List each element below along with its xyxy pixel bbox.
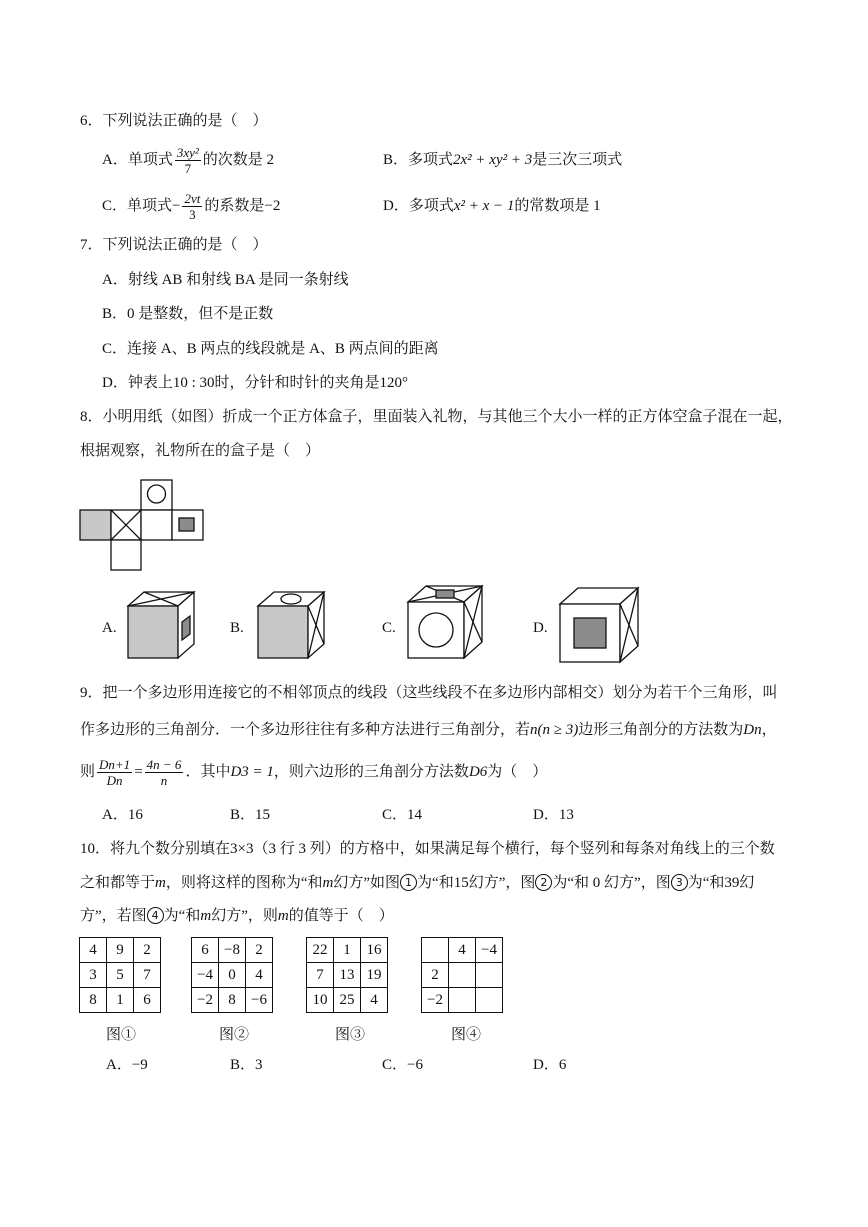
grid-cell: [449, 988, 476, 1013]
grid-cell: 8: [219, 988, 246, 1013]
q8-option-a-label: A.: [102, 620, 117, 636]
q9-option-a: A．16: [102, 807, 143, 823]
q9-frac-den: Dn: [106, 773, 123, 789]
grid-cell: [449, 963, 476, 988]
q8-stem-line1: 8．小明用纸（如图）折成一个正方体盒子，里面装入礼物，与其他三个大小一样的正方体空盒子混在一起，: [80, 409, 793, 425]
grid-cell: 8: [80, 988, 107, 1013]
q6-b-expr: 2x² + xy² + 3: [453, 152, 533, 168]
q10-m-3: m: [200, 908, 212, 924]
q10-line2-g: 为“和39幻: [687, 875, 755, 891]
q9-line1: 9．把一个多边形用连接它的不相邻顶点的线段（这些线段不在多边形内部相交）划分为若干个三角形，叫: [80, 685, 778, 701]
q10-line3-b: 为“和: [163, 908, 201, 924]
magic-square-2: [191, 937, 273, 1013]
grid-cell: [476, 988, 503, 1013]
grid-cell: 3: [80, 963, 107, 988]
grid-cell: −4: [476, 938, 503, 963]
grid-cell: 6: [192, 938, 219, 963]
grid-cell: 4: [246, 963, 273, 988]
q10-line1: 10．将九个数分别填在3×3（3 行 3 列）的方格中，如果满足每个横行，每个竖列和每条对角线上的三个数: [80, 841, 775, 857]
grid-caption-1: 图①: [106, 1027, 137, 1043]
q9-condition: n(n ≥ 3): [530, 722, 579, 738]
grid-cell: 9: [107, 938, 134, 963]
q10-line2-a: 之和都等于: [80, 875, 156, 891]
q6-d-label: D．多项式: [383, 198, 454, 214]
grid-cell: 10: [307, 988, 334, 1013]
grid-cell: 19: [361, 963, 388, 988]
q9-line2: 作多边形的三角剖分．一个多边形往往有多种方法进行三角剖分，若n(n ≥ 3)边形三角剖分的方法数为Dn，: [80, 722, 777, 738]
q9-var-dn: Dn: [743, 722, 762, 738]
grid-cell: −8: [219, 938, 246, 963]
q6-c-label: C．单项式: [102, 198, 173, 214]
grid-cell: −4: [192, 963, 219, 988]
circled-2: 2: [535, 874, 552, 891]
q7-option-a: A．射线 AB 和射线 BA 是同一条射线: [102, 272, 349, 288]
grid-cell: 13: [334, 963, 361, 988]
q6-c-frac-num: 2vt: [184, 191, 201, 207]
circled-3: 3: [671, 874, 688, 891]
q6-b-tail: 是三次三项式: [532, 152, 623, 168]
q6-d-tail: 的常数项是 1: [514, 198, 601, 214]
q10-m-2: m: [322, 875, 334, 891]
grid-cell: 2: [246, 938, 273, 963]
grid-cell: −2: [192, 988, 219, 1013]
q6-c-val: −2: [264, 198, 281, 214]
q10-line2: [80, 873, 754, 893]
q6-a-frac-num: 3xy²: [176, 145, 199, 161]
cube-option-a: [122, 590, 200, 662]
q7-option-b: B．0 是整数，但不是正数: [102, 306, 274, 322]
q9-line3-b: ．其中: [185, 764, 231, 780]
q8-option-b-label: B.: [230, 620, 244, 636]
grid-cell: 16: [361, 938, 388, 963]
magic-square-4: [421, 937, 503, 1013]
grid-caption-2: 图②: [219, 1027, 250, 1043]
q6-c-fraction: [182, 191, 202, 222]
q6-a-fraction: [175, 145, 201, 176]
q7-option-c: C．连接 A、B 两点的线段就是 A、B 两点间的距离: [102, 341, 439, 357]
q6-d-expr: x² + x − 1: [453, 198, 515, 214]
grid-cell: 4: [449, 938, 476, 963]
grid-cell: 1: [334, 938, 361, 963]
q9-option-c: C．14: [382, 807, 423, 823]
q9-frac-dn: [97, 757, 132, 788]
q10-option-a: A．−9: [106, 1057, 148, 1073]
q9-line3-a: 则: [80, 764, 96, 780]
grid-caption-3: 图③: [335, 1027, 366, 1043]
q10-line3-d: 幻方”，则: [211, 908, 278, 924]
grid-cell: [476, 963, 503, 988]
q6-c-frac-den: 3: [189, 207, 196, 223]
q8-option-c-label: C.: [382, 620, 396, 636]
q6-c-tail: 的系数是: [204, 198, 265, 214]
cube-option-c: [402, 584, 488, 662]
grid-cell: 25: [334, 988, 361, 1013]
cube-option-d: [554, 586, 644, 666]
q10-line3-f: 的值等于（ ）: [288, 908, 394, 924]
q9-option-b: B．15: [230, 807, 271, 823]
grid-cell: 22: [307, 938, 334, 963]
q10-line2-d: 幻方”如图: [333, 875, 401, 891]
magic-square-1: [79, 937, 161, 1013]
grid-cell: 6: [134, 988, 161, 1013]
q6-option-d: [383, 196, 601, 216]
q10-line2-e: 为“和15幻方”，图: [417, 875, 536, 891]
q9-frac2-den: n: [160, 773, 168, 789]
q6-option-b: [383, 150, 622, 170]
q9-d3: D3 = 1: [230, 764, 274, 780]
q6-b-label: B．多项式: [383, 152, 454, 168]
q6-a-tail: 的次数是 2: [202, 152, 275, 168]
q9-equals: =: [134, 764, 143, 780]
grid-caption-4: 图④: [451, 1027, 482, 1043]
q6-c-sign: −: [172, 198, 181, 214]
q9-option-d: D．13: [533, 807, 574, 823]
grid-cell: 1: [107, 988, 134, 1013]
q6-option-c: [102, 186, 280, 226]
q8-stem-line2: 根据观察，礼物所在的盒子是（ ）: [80, 443, 321, 459]
q9-frac-num: Dn+1: [99, 757, 131, 773]
q6-option-a: [102, 140, 274, 180]
cube-net-figure: [78, 478, 208, 572]
q7-stem: 7．下列说法正确的是（ ）: [80, 237, 268, 253]
grid-cell: 7: [307, 963, 334, 988]
grid-cell: 7: [134, 963, 161, 988]
q6-stem: 6．下列说法正确的是（ ）: [80, 113, 268, 129]
grid-cell: 5: [107, 963, 134, 988]
grid-cell: 2: [422, 963, 449, 988]
q9-d6: D6: [468, 764, 488, 780]
grid-cell: 0: [219, 963, 246, 988]
q9-line3: [80, 752, 547, 792]
q10-option-d: D．6: [533, 1057, 567, 1073]
q10-line2-b: ，则将这样的图称为“和: [165, 875, 323, 891]
q9-line3-d: ，则六边形的三角剖分方法数: [273, 764, 469, 780]
q10-line3-a: 方”，若图: [80, 908, 147, 924]
grid-cell: 2: [134, 938, 161, 963]
q10-option-c: C．−6: [382, 1057, 423, 1073]
grid-cell: −6: [246, 988, 273, 1013]
q6-a-frac-den: 7: [184, 161, 192, 177]
q9-line2-b: 边形三角剖分的方法数为: [578, 722, 744, 738]
grid-cell: 4: [361, 988, 388, 1013]
q10-m-4: m: [277, 908, 289, 924]
q9-line3-f: 为（ ）: [487, 764, 548, 780]
q9-line2-a: 作多边形的三角剖分．一个多边形往往有多种方法进行三角剖分，若: [80, 722, 531, 738]
q9-frac-formula: [145, 757, 184, 788]
grid-cell: −2: [422, 988, 449, 1013]
grid-cell: [422, 938, 449, 963]
net-gray-face: [80, 510, 111, 540]
q10-line3: [80, 906, 394, 926]
cube-option-b: [252, 590, 330, 662]
q10-line2-f: 为“和 0 幻方”，图: [552, 875, 671, 891]
circled-1: 1: [400, 874, 417, 891]
grid-cell: 4: [80, 938, 107, 963]
q7-option-d: D．钟表上10 : 30时，分针和时针的夹角是120°: [102, 375, 409, 391]
q6-a-label: A．单项式: [102, 152, 173, 168]
q10-option-b: B．3: [230, 1057, 263, 1073]
q8-option-d-label: D.: [533, 620, 548, 636]
q10-m-1: m: [155, 875, 166, 891]
magic-square-3: [306, 937, 388, 1013]
q9-frac2-num: 4n − 6: [146, 757, 182, 773]
circled-4: 4: [147, 907, 164, 924]
